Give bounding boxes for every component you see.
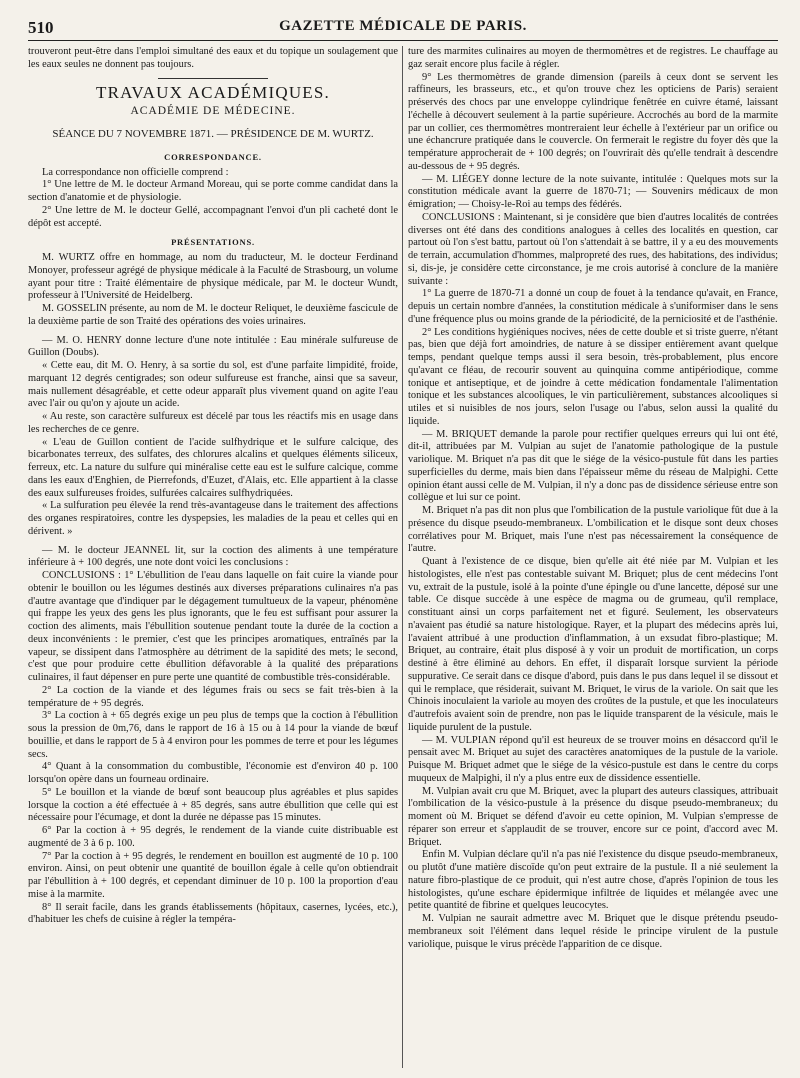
presentations-heading: PRÉSENTATIONS.	[171, 237, 255, 248]
seance-line: SÉANCE DU 7 NOVEMBRE 1871. — PRÉSIDENCE DE M. WURTZ.	[52, 128, 374, 140]
paragraph: Quant à l'existence de ce disque, bien qu'elle ait été niée par M. Vulpian et les histologistes, elle n'est pas contestable suivant M. Briquet; plus de cent médecins l'ont vu, extrait de la pustule, isolé à la pointe d'une épingle ou d'une lancette, déposé sur une table. Ce disque succède à une espèce de magma ou de grumeau, qu'il remplace, constituant ainsi un corps parfaitement net et figuré. Seulement, les observateurs n'avaient pas étudié sa nature histologique. Rayer, et la plupart des médecins après lui, l'avaient attribué à une production d'inflammation, à un exsudat fibro-plastique; M. Briquet, au contraire, était plus disposé à y voir un produit de mortification, un corps destiné à être éliminé au dehors. En effet, il disparaît lorsque survient la période suppurative. Ce serait dans ce disque d'abord, puis dans le pus dans lequel il se dissout et qui le remplace, que résiderait, suivant M. Briquet, le virus de la variole. On sait que les Chinois inoculaient la variole au moyen des croûtes de la pustule, et que les inoculateurs d'autrefois avaient soin de prendre, non pas le liquide transparent de la vésicule, mais le liquide purulent de la pustule.	[408, 556, 778, 733]
paragraph: M. Vulpian ne saurait admettre avec M. Briquet que le disque prétendu pseudo-membraneux soit l'élément dans lequel réside le principe virulent de la pustule variolique, puisque le virus précède l'apparition de ce disque.	[408, 913, 778, 950]
paragraph: CONCLUSIONS : Maintenant, si je considère que bien d'autres localités de contrées diverses ont été dans des conditions analogues à celles des localités en question, car partout où l'on s'est battu, partout où l'on s'attendait à se battre, il y a eu des mouvements de terrain, accumulation d'hommes, malpropreté des rues, des habitations, des individus; si, dis-je, je considère cette circonstance, je me crois autorisé à conclure de la manière suivante :	[408, 211, 778, 287]
paragraph: — M. VULPIAN répond qu'il est heureux de se trouver moins en désaccord qu'il le pensait avec M. Briquet au sujet des caractères anatomiques de la pustule de la variole. Puisque M. Briquet admet que le siége de la vésico-pustule est dans le centre du corps muqueux de Malpighi, il n'y a plus entre eux de dissidence essentielle.	[408, 734, 778, 784]
paragraph: La correspondance non officielle comprend :	[42, 166, 229, 178]
paragraph: 8° Il serait facile, dans les grands établissements (hôpitaux, casernes, lycées, etc.), d'habituer les chefs de cuisine à régler la tempéra-	[28, 901, 398, 926]
left-column	[28, 46, 398, 1070]
paragraph: 2° Les conditions hygiéniques nocives, nées de cette double et si triste guerre, n'étant pas, bien que déjà fort amoindries, de nature à se dissiper entièrement avant quelque temps, pendant quelque temps aussi il sera besoin, très-probablement, plus encore qu'avant ce fléau, de recourir souvent au quinquina comme antipériodique, comme tonique et antiseptique, et de joindre à cette médication fondamentale l'alimentation tonique et les substances alcooliques, le vin particulièrement, substances alcooliques si utiles et si nuisibles de nos jours, selon l'usage ou l'abus, selon aussi la qualité du liquide.	[408, 326, 778, 427]
paragraph: « L'eau de Guillon contient de l'acide sulfhydrique et le sulfure calcique, des bicarbonates terreux, des sulfates, des chlorures alcalins et quelques éléments siliceux, ferreux, etc. La nature du sulfure qui minéralise cette eau est le sulfure calcique, comme dans les eaux d'Enghien, de Pierrefonds, d'Euzet, d'Alais, etc. Elle appartient à la classe des eaux sulfureuses froides, sulfurées calcaires sulfhydriquées.	[28, 436, 398, 499]
paragraph: 6° Par la coction à + 95 degrés, le rendement de la viande cuite distribuable est augmenté de 3 à 6 p. 100.	[28, 825, 398, 849]
paragraph: 2° La coction de la viande et des légumes frais ou secs se fait très-bien à la température de + 95 degrés.	[28, 684, 398, 709]
paragraph: ture des marmites culinaires au moyen de thermomètres et de registres. Le chauffage au gaz serait encore plus facile à régler.	[408, 46, 778, 70]
opening-paragraph: trouveront peut-être dans l'emploi simultané des eaux et du topique un soulagement que les eaux seules ne donnent pas toujours.	[28, 46, 398, 70]
paragraph: 1° La guerre de 1870-71 a donné un coup de fouet à la tendance qu'avait, en France, depuis un certain nombre d'années, la constitution médicale à s'uniformiser dans le sens d'une fréquence plus ou moins grande de la périodicité, de la perniciosité et de l'asthénie.	[408, 288, 778, 325]
paragraph: — M. O. HENRY donne lecture d'une note intitulée : Eau minérale sulfureuse de Guillon (Doubs).	[28, 334, 398, 359]
paragraph: 3° La coction à + 65 degrés exige un peu plus de temps que la coction à l'ébullition sous la pression de 0m,76, dans le rapport de 16 à 15 ou à 14 pour la viande de bœuf bouillie, et dans le rapport de 5 à 4 environ pour les pommes de terre et pour les légumes secs.	[28, 710, 398, 760]
paragraph: « Cette eau, dit M. O. Henry, à sa sortie du sol, est d'une parfaite limpidité, froide, marquant 12 degrés centigrades; son odeur sulfureuse est franche, ainsi que sa saveur, mais nullement désagréable, et cette odeur apparaît plus vivement quand on agite l'eau avec l'air ou qu'on y ajoute un acide.	[28, 360, 398, 410]
correspondance-heading: CORRESPONDANCE.	[164, 151, 262, 162]
right-column	[408, 46, 778, 1070]
paragraph: « La sulfuration peu élevée la rend très-avantageuse dans le traitement des affections des organes respiratoires, contre les dyspepsies, les maladies de la peau et celles qui en dérivent. »	[28, 500, 398, 537]
paragraph: — M. LIÉGEY donne lecture de la note suivante, intitulée : Quelques mots sur la constitution médicale avant la guerre de 1870-71; — Souvenirs médicaux de mon émigration; — Choisy-le-Roi au temps des fédérés.	[408, 173, 778, 210]
paragraph: 2° Une lettre de M. le docteur Gellé, accompagnant l'envoi d'un pli cacheté dont le dépôt est accepté.	[28, 204, 398, 229]
paragraph: M. GOSSELIN présente, au nom de M. le docteur Reliquet, le deuxième fascicule de la deuxième partie de son Traité des opérations des voies urinaires.	[28, 303, 398, 327]
paragraph: M. Vulpian avait cru que M. Briquet, avec la plupart des auteurs classiques, attribuait l'ombilication de la vésico-pustule à la présence du disque pseudo-membraneux; du moment où M. Briquet se défend d'avoir eu cette opinion, M. Vulpian s'empresse de réparer son erreur et s'applaudit de se trouver, encore sur ce point, d'accord avec M. Briquet.	[408, 785, 778, 848]
separator-rule	[158, 78, 268, 79]
paragraph: — M. BRIQUET demande la parole pour rectifier quelques erreurs qui lui ont été, dit-il, attribuées par M. Vulpian au sujet de l'anatomie pathologique de la pustule variolique. M. Briquet n'a pas dit que le siége de la vésico-pustule fût dans les parties superficielles du derme, mais bien dans l'épaisseur même du réseau de Malpighi. Cette opinion étant aussi celle de M. Vulpian, il n'y a donc pas de dissidence sérieuse entre son collègue et lui sur ce point.	[408, 428, 778, 504]
column-divider	[402, 46, 403, 1068]
paragraph: 5° Le bouillon et la viande de bœuf sont beaucoup plus agréables et plus sapides lorsque la coction a été effectuée à + 85 degrés, sans autre ébullition que celle qui est nécessaire pour l'écumage, et dont la durée ne dépasse pas 15 minutes.	[28, 786, 398, 824]
paragraph: CONCLUSIONS : 1° L'ébullition de l'eau dans laquelle on fait cuire la viande pour obtenir le bouillon ou les légumes destinés aux diverses préparations culinaires n'a pas d'autre avantage que d'indiquer par le dégagement tumultueux de la vapeur, phénomène qui frappe les yeux des gens les plus ignorants, que le feu est suffisant pour assurer la coction des aliments, mais l'ébullition soutenue pendant toute la durée de la coction a deux inconvénients : le premier, c'est que les principes aromatiques, entraînés par la vapeur, se dissipent dans l'atmosphère au détriment de la sapidité des mets; le second, c'est que pour produire cette ébullition défavorable à la qualité des préparations culinaires, il faut dépenser en pure perte une quantité de combustible très-considérable.	[28, 570, 398, 683]
paragraph: 7° Par la coction à + 95 degrés, le rendement en bouillon est augmenté de 10 p. 100 environ. Ainsi, on peut obtenir une quantité de bouillon égale à celle qu'on obtiendrait par l'ébullition à + 100 degrés, et cependant diminuer de 10 p. 100 la proportion d'eau mise à la marmite.	[28, 850, 398, 900]
section-title: TRAVAUX ACADÉMIQUES.	[95, 82, 330, 102]
paragraph: M. WURTZ offre en hommage, au nom du traducteur, M. le docteur Ferdinand Monoyer, professeur agrégé de physique médicale à la Faculté de Strasbourg, un volume ayant pour titre : Traité élémentaire de physique médicale, par M. le docteur Wundt, professeur à l'Université de Heidelberg.	[28, 252, 398, 302]
page-header	[28, 14, 778, 41]
paragraph: « Au reste, son caractère sulfureux est décelé par tous les réactifs mis en usage dans les recherches de ce genre.	[28, 411, 398, 435]
academy-heading: ACADÉMIE DE MÉDECINE.	[130, 105, 296, 118]
paragraph: 4° Quant à la consommation du combustible, l'économie est d'environ 40 p. 100 lorsqu'on opère dans un fourneau ordinaire.	[28, 761, 398, 785]
paragraph: M. Briquet n'a pas dit non plus que l'ombilication de la pustule variolique fût due à la présence du disque pseudo-membraneux. L'ombilication et le disque sont deux choses corrélatives pour M. Briquet, mais l'une n'est pas nécessairement la conséquence de l'autre.	[408, 505, 778, 555]
paragraph: 1° Une lettre de M. le docteur Armand Moreau, qui se porte comme candidat dans la section d'anatomie et de physiologie.	[28, 179, 398, 203]
running-title: GAZETTE MÉDICALE DE PARIS.	[279, 18, 527, 34]
page-number: 510	[28, 18, 54, 37]
paragraph: Enfin M. Vulpian déclare qu'il n'a pas nié l'existence du disque pseudo-membraneux, ou plutôt d'une matière discoïde qu'on peut extraire de la pustule. Il a nié seulement la nature fibro-plastique de ce produit, qui n'est autre chose, d'après l'opinion de tous les histologistes, qu'une eschare épidermique infiltrée de liquides et mélangée avec une petite quantité de fibrine et quelques leucocytes.	[408, 849, 778, 912]
paragraph: — M. le docteur JEANNEL lit, sur la coction des aliments à une température inférieure à + 100 degrés, une note dont voici les conclusions :	[28, 544, 398, 569]
paragraph: 9° Les thermomètres de grande dimension (pareils à ceux dont se servent les raffineurs, les brasseurs, etc., et qu'on trouve chez les opticiens de Paris) seraient préservés des chocs par une enveloppe cylindrique fenêtrée en cuivre étamé, laissant l'échelle à découvert seulement à la partie supérieure. Accrochés au bord de la marmite par un collier, ces thermomètres montreraient leur échelle à l'extérieur par un orifice ou une échancrure pratiquée dans le couvercle. On fermerait le registre du foyer dès que la température approcherait de + 100 degrés; on l'ouvrirait dès qu'elle tendrait à descendre au-dessous de + 95 degrés.	[408, 71, 778, 172]
